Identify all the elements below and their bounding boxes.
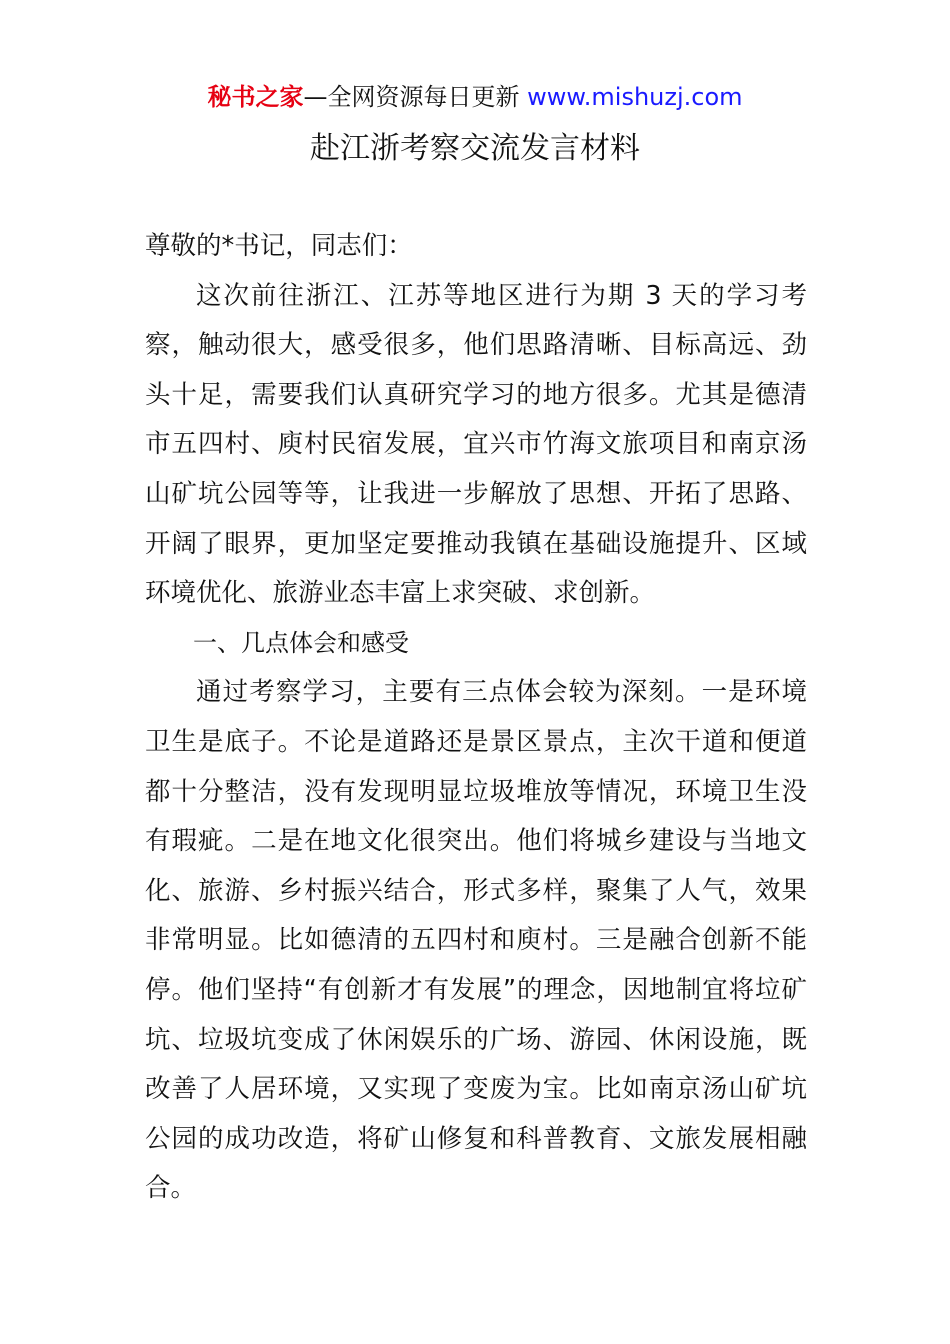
section-heading: 一、几点体会和感受 — [193, 628, 409, 657]
document-title: 赴江浙考察交流发言材料 — [310, 131, 640, 166]
site-name: 秘书之家 — [207, 83, 304, 111]
site-header — [0, 80, 950, 114]
paragraph-section1: 通过考察学习，主要有三点体会较为深刻。一是环境卫生是底子。不论是道路还是景区景点，主次干道和便道都十分整洁，没有发现明显垃圾堆放等情况，环境卫生没有瑕疵。二是在地文化很突出。他们将城乡建设与当地文化、旅游、乡村振兴结合，形式多样，聚集了人气，效果非常明显。比如德清的五四村和庾村。三是融合创新不能停。他们坚持“有创新才有发展”的理念，因地制宜将垃矿坑、垃圾坑变成了休闲娱乐的广场、游园、休闲设施，既改善了人居环境，又实现了变废为宝。比如南京汤山矿坑公园的成功改造，将矿山修复和科普教育、文旅发展相融合。 — [145, 677, 807, 1204]
salutation: 尊敬的*书记，同志们： — [145, 231, 413, 261]
paragraph-intro: 这次前往浙江、江苏等地区进行为期 3 天的学习考察，触动很大，感受很多，他们思路清晰、目标高远、劲头十足，需要我们认真研究学习的地方很多。尤其是德清市五四村、庾村民宿发展，宜兴市竹海文旅项目和南京汤山矿坑公园等等，让我进一步解放了思想、开拓了思路、开阔了眼界，更加坚定要推动我镇在基础设施提升、区域环境优化、旅游业态丰富上求突破、求创新。 — [145, 280, 807, 609]
document-body — [145, 222, 807, 1214]
site-tagline: —全网资源每日更新 — [303, 83, 528, 111]
site-url-link[interactable]: www.mishuzj.com — [527, 83, 743, 111]
